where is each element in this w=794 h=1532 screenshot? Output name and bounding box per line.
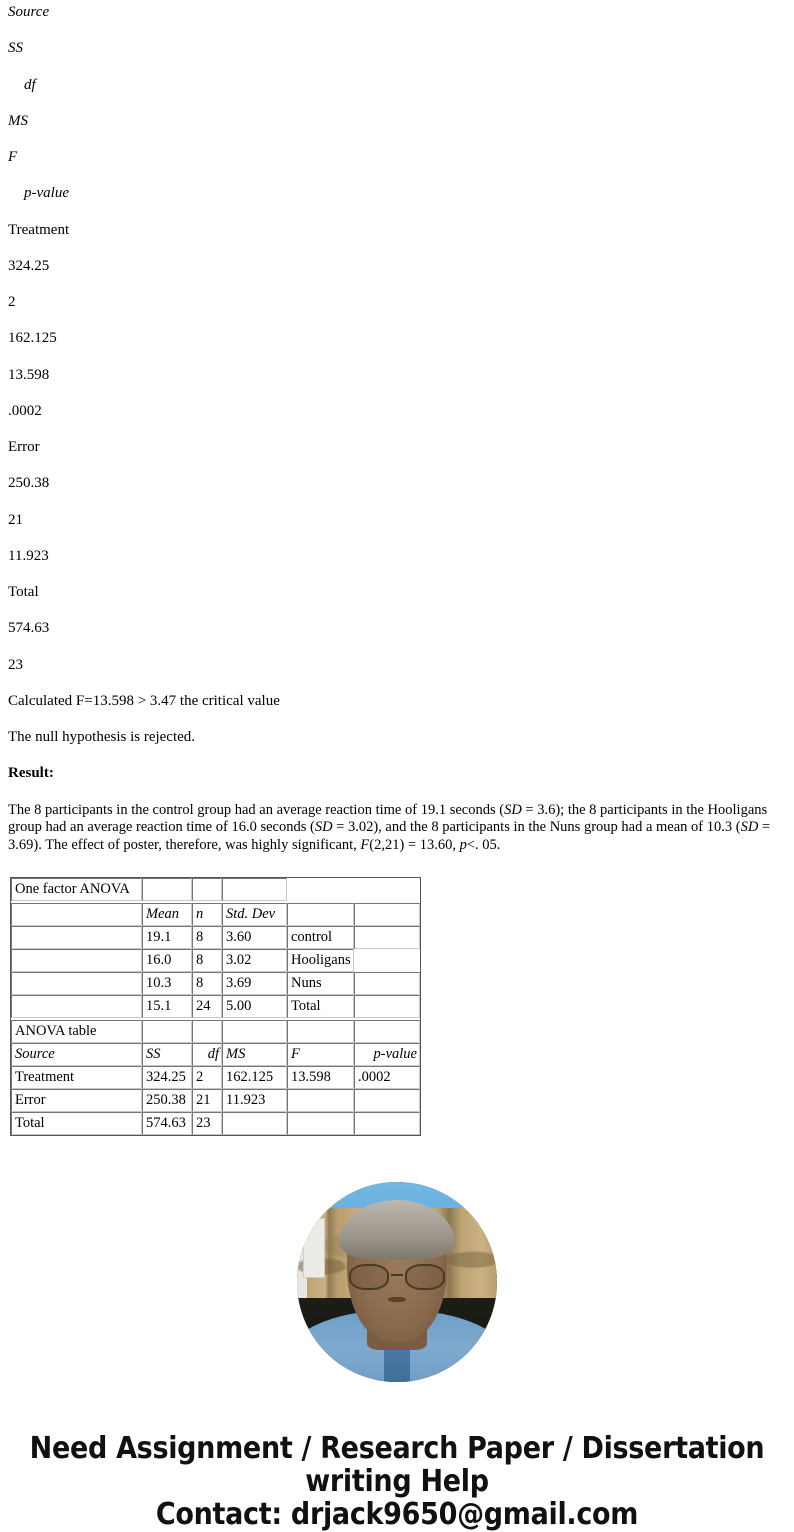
cell-ms: [222, 1112, 287, 1135]
blank-cell: [192, 878, 222, 901]
blank-cell: [142, 878, 192, 901]
stacked-values-block: [8, 0, 786, 674]
blank-cell: [354, 903, 420, 926]
stacked-line: df: [24, 76, 36, 93]
cell-f: 13.598: [287, 1066, 354, 1089]
cell-df: 23: [192, 1112, 222, 1135]
blank-cell: [354, 926, 420, 949]
table-row: [11, 995, 420, 1018]
promo-line-2: writing Help: [305, 1463, 489, 1499]
stacked-line: 324.25: [8, 257, 50, 274]
promo-line-1: Need Assignment / Research Paper / Dissertation: [29, 1430, 765, 1466]
stacked-line: 162.125: [8, 330, 57, 347]
result-text-segment: The 8 participants in the control group had an average reaction time of 19.1 seconds (: [8, 801, 505, 818]
blank-cell: [354, 878, 420, 901]
stacked-line: Total: [8, 584, 39, 600]
table-header-row: [11, 1043, 420, 1066]
stacked-line: 21: [8, 511, 23, 528]
sd-symbol: SD: [504, 801, 522, 818]
anova-caption-cell: ANOVA table: [11, 1020, 142, 1043]
photo-lens-right: [405, 1264, 445, 1290]
result-text-segment: = 3.69). The effect of poster, therefore, was highly significant,: [8, 819, 771, 853]
cell-source: Total: [11, 1112, 142, 1135]
cell-ms: 162.125: [222, 1066, 287, 1089]
cell-p-value: [354, 1112, 420, 1135]
column-header-n: n: [192, 903, 222, 926]
blank-cell: [354, 995, 420, 1018]
blank-cell: [354, 1020, 420, 1043]
stacked-line: Treatment: [8, 221, 70, 238]
table-row: [11, 878, 420, 901]
cell-f: [287, 1112, 354, 1135]
table-row: [11, 1066, 420, 1089]
table-row: [11, 972, 420, 995]
cell-source: Error: [11, 1089, 142, 1112]
null-hypothesis-statement: The null hypothesis is rejected.: [8, 729, 196, 745]
cell-df: 21: [192, 1089, 222, 1112]
cell-mean: 15.1: [142, 995, 192, 1018]
stacked-line: 11.923: [8, 547, 49, 564]
cell-ss: 250.38: [142, 1089, 192, 1112]
column-header-source: Source: [11, 1043, 142, 1066]
column-header-ss: SS: [142, 1043, 192, 1066]
column-header-std-dev: Std. Dev: [222, 903, 287, 926]
result-text-segment: = 3.02), and the 8 participants in the Nuns group had a mean of 10.3 (: [332, 819, 741, 836]
anova-table-container: [10, 877, 786, 1136]
cell-n: 8: [192, 926, 222, 949]
cell-group: Hooligans: [287, 949, 354, 972]
stacked-line: Error: [8, 439, 40, 455]
cell-std-dev: 5.00: [222, 995, 287, 1018]
blank-cell: [192, 1020, 222, 1043]
cell-std-dev: 3.60: [222, 926, 287, 949]
photo-mouth: [388, 1297, 406, 1302]
stacked-line: 574.63: [8, 620, 50, 637]
photo-block: [8, 1182, 786, 1382]
column-header-df: df: [192, 1043, 222, 1066]
cell-ss: 574.63: [142, 1112, 192, 1135]
photo-eyeglasses: [347, 1264, 447, 1290]
sd-symbol: SD: [740, 819, 759, 836]
blank-cell: [142, 1020, 192, 1043]
blank-cell: [222, 1020, 287, 1043]
cell-group: Total: [287, 995, 354, 1018]
cell-mean: 16.0: [142, 949, 192, 972]
stacked-line: .0002: [8, 402, 42, 419]
blank-cell: [11, 972, 142, 995]
cell-f: [287, 1089, 354, 1112]
cell-p-value: .0002: [354, 1066, 420, 1089]
photo-lens-left: [349, 1264, 389, 1290]
cell-group: control: [287, 926, 354, 949]
result-text-segment: (2,21) = 13.60,: [369, 836, 460, 853]
blank-cell: [287, 1020, 354, 1043]
table-row: [11, 1089, 420, 1112]
calculated-f-statement: Calculated F=13.598 > 3.47 the critical value: [8, 692, 280, 709]
cell-ss: 324.25: [142, 1066, 192, 1089]
result-text-segment: = 3.6); the 8 participants in the Hooligans group had an average reaction time of 16.0 seconds (: [8, 801, 768, 836]
result-text-segment: <. 05.: [466, 836, 501, 853]
cell-mean: 10.3: [142, 972, 192, 995]
cell-p-value: [354, 1089, 420, 1112]
promo-contact-line: Contact: drjack9650@gmail.com: [155, 1496, 639, 1532]
blank-cell: [11, 949, 142, 972]
blank-cell: [11, 926, 142, 949]
table-row: [11, 1020, 420, 1043]
cell-n: 8: [192, 949, 222, 972]
anova-title-cell: One factor ANOVA: [11, 878, 142, 901]
photo-glasses-bridge: [391, 1274, 403, 1276]
stacked-line: Source: [8, 4, 50, 20]
cell-n: 8: [192, 972, 222, 995]
stacked-line: SS: [8, 40, 23, 57]
stacked-line: F: [8, 149, 18, 165]
cell-std-dev: 3.69: [222, 972, 287, 995]
column-header-mean: Mean: [142, 903, 192, 926]
blank-cell: [222, 878, 287, 901]
stacked-line: 2: [8, 294, 16, 310]
blank-cell: [11, 903, 142, 926]
anova-output-table: [10, 877, 421, 1136]
cell-df: 2: [192, 1066, 222, 1089]
stacked-line: 250.38: [8, 475, 50, 492]
blank-cell: [11, 995, 142, 1018]
table-row: [11, 1112, 420, 1135]
photo-door-frame: [303, 1218, 325, 1278]
f-symbol: F: [360, 836, 370, 853]
cell-ms: 11.923: [222, 1089, 287, 1112]
cell-n: 24: [192, 995, 222, 1018]
blank-cell: [354, 972, 420, 995]
stacked-line: p-value: [24, 185, 69, 202]
cell-std-dev: 3.02: [222, 949, 287, 972]
cell-mean: 19.1: [142, 926, 192, 949]
column-header-f: F: [287, 1043, 354, 1066]
result-paragraph: [8, 802, 786, 855]
avatar: [297, 1182, 497, 1382]
table-header-row: [11, 903, 420, 926]
promo-footer: [8, 1430, 786, 1532]
blank-cell: [354, 949, 420, 972]
column-header-ms: MS: [222, 1043, 287, 1066]
stacked-line: MS: [8, 112, 28, 129]
blank-cell: [287, 903, 354, 926]
table-row: [11, 949, 420, 972]
cell-group: Nuns: [287, 972, 354, 995]
p-symbol: p: [459, 836, 467, 853]
cell-source: Treatment: [11, 1066, 142, 1089]
blank-cell: [287, 878, 354, 901]
result-heading: Result:: [8, 765, 54, 782]
sd-symbol: SD: [314, 819, 333, 836]
stacked-line: 13.598: [8, 366, 50, 383]
stacked-line: 23: [8, 656, 23, 673]
table-row: [11, 926, 420, 949]
column-header-p-value: p-value: [354, 1043, 420, 1066]
